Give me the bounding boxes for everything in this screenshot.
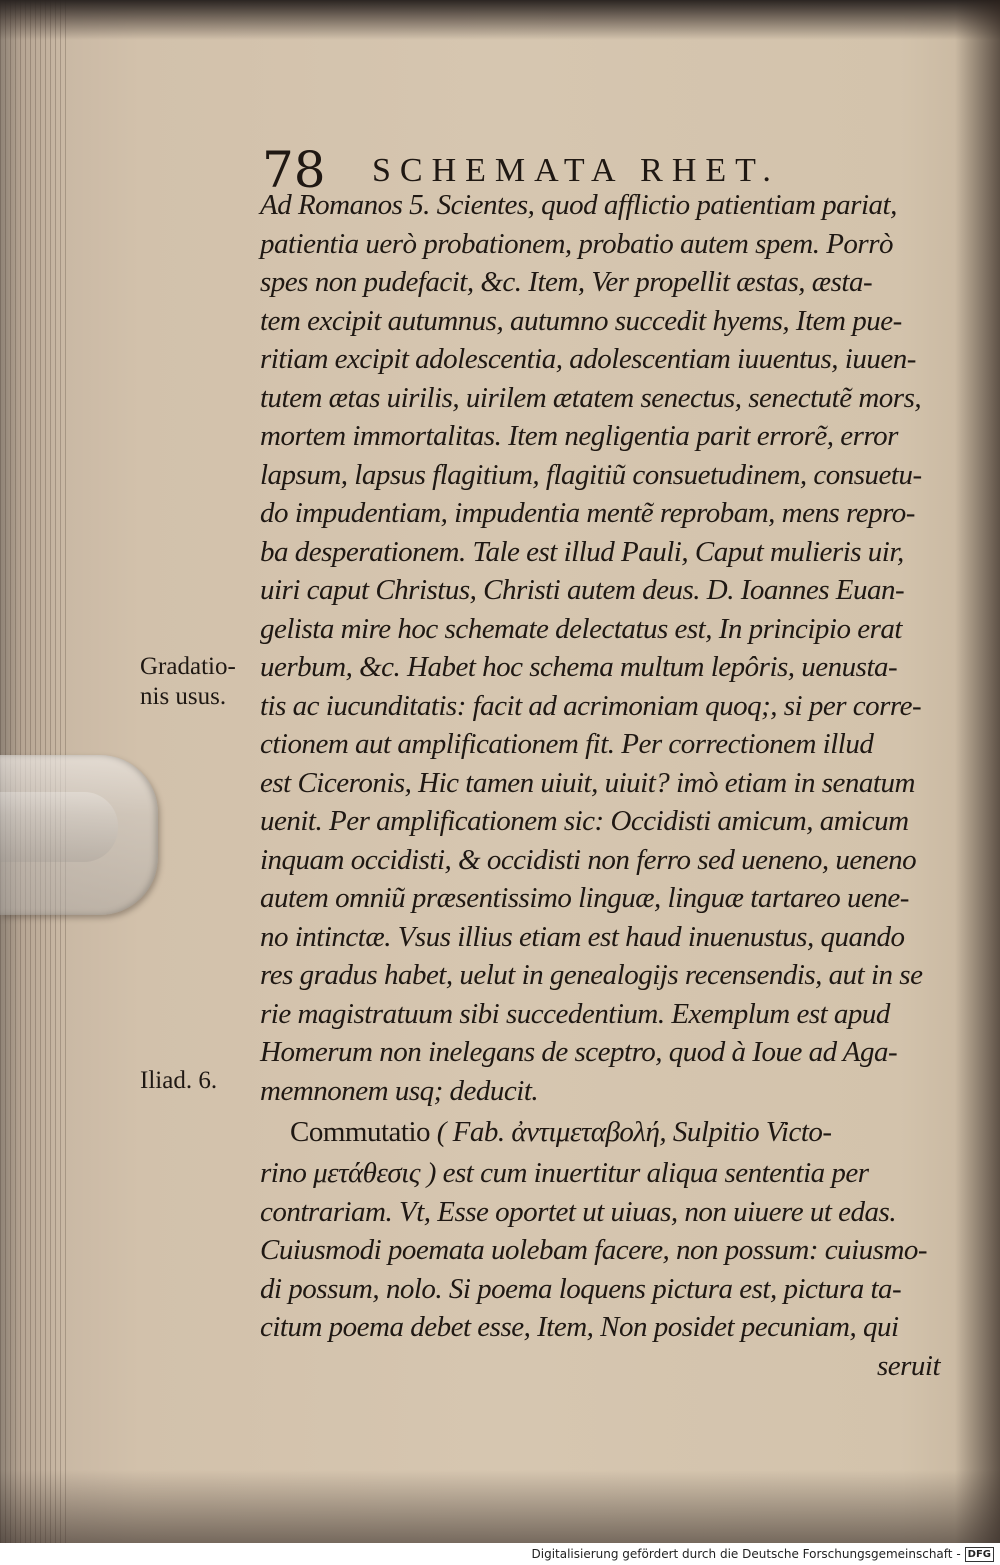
text-line: res gradus habet, uelut in genealogijs recensendis, aut in se [260, 959, 923, 991]
margin-note-gradationis [140, 652, 236, 712]
credit-text: Digitalisierung gefördert durch die Deutsche Forschungsgemeinschaft - [531, 1547, 961, 1561]
commutatio-first-line-rest: ( Fab. ἀντιμεταβολή, Sulpitio Victo- [430, 1116, 832, 1148]
commutatio-term: Commutatio [290, 1116, 430, 1148]
margin-note-line: Gradatio- [140, 653, 236, 680]
text-line: rie magistratuum sibi succedentium. Exemplum est apud [260, 997, 890, 1030]
commutatio-first-line [260, 1110, 940, 1154]
text-line: ritiam excipit adolescentia, adolescentiam iuuentus, iuuen- [260, 343, 916, 375]
text-line: tem excipit autumnus, autumno succedit hyems, Item pue- [260, 304, 902, 337]
text-line: mortem immortalitas. Item negligentia parit errorẽ, error [260, 420, 898, 452]
text-line: Homerum non inelegans de sceptro, quod à Ioue ad Aga- [260, 1036, 898, 1068]
text-line: uerbum, &c. Habet hoc schema multum lepôris, uenusta- [260, 651, 898, 683]
text-line: di possum, nolo. Si poema loquens pictura est, pictura ta- [260, 1272, 902, 1305]
text-line: patientia uerò probationem, probatio autem spem. Porrò [260, 227, 893, 260]
top-shadow [0, 0, 1000, 40]
text-line: Ad Romanos 5. Scientes, quod afflictio patientiam pariat, [260, 189, 897, 221]
text-line: tis ac iucunditatis: facit ad acrimoniam quoq;, si per corre- [260, 689, 922, 722]
text-line: rino μετάθεσις ) est cum inuertitur aliqua sententia per [260, 1157, 869, 1189]
text-line: lapsum, lapsus flagitium, flagitiũ consuetudinem, consuetu- [260, 458, 922, 491]
text-line: uenit. Per amplificationem sic: Occidisti amicum, amicum [260, 805, 909, 837]
page-number: 78 [262, 141, 326, 199]
text-line: contrariam. Vt, Esse oportet ut uiuas, non uiuere ut edas. [260, 1195, 897, 1228]
margin-note-line: nis usus. [140, 683, 227, 710]
running-title: SCHEMATA RHET. [372, 152, 780, 189]
body-text [260, 186, 940, 1385]
footer-bar [0, 1543, 1000, 1565]
text-line: uiri caput Christus, Christi autem deus. D. Ioannes Euan- [260, 574, 905, 606]
margin-note-iliad: Iliad. 6. [140, 1067, 218, 1094]
text-line: tutem ætas uirilis, uirilem ætatem senectus, senectutẽ mors, [260, 381, 922, 414]
text-line: inquam occidisti, & occidisti non ferro sed ueneno, ueneno [260, 843, 917, 876]
text-line: spes non pudefacit, &c. Item, Ver propellit æstas, æsta- [260, 266, 873, 298]
text-line: gelista mire hoc schemate delectatus est, In principio erat [260, 612, 902, 645]
gutter-shadow [955, 0, 1000, 1543]
bottom-shadow [0, 1470, 1000, 1543]
text-line: memnonem usq; deducit. [260, 1074, 539, 1107]
digitization-credit [532, 1545, 995, 1563]
text-line: do impudentiam, impudentia mentẽ reprobam, mens repro- [260, 497, 915, 529]
dfg-logo: DFG [965, 1547, 994, 1562]
text-line: ctionem aut amplificationem fit. Per correctionem illud [260, 728, 874, 760]
text-line: ba desperationem. Tale est illud Pauli, Caput mulieris uir, [260, 535, 904, 568]
text-line: citum poema debet esse, Item, Non posidet pecuniam, qui [260, 1311, 899, 1343]
page-clip-highlight [0, 792, 118, 862]
text-line: est Ciceronis, Hic tamen uiuit, uiuit? imò etiam in senatum [260, 766, 915, 799]
catchword: seruit [876, 1349, 940, 1382]
text-line: Cuiusmodi poemata uolebam facere, non possum: cuiusmo- [260, 1234, 928, 1266]
text-line: no intinctæ. Vsus illius etiam est haud inuenustus, quando [260, 920, 905, 953]
text-line: autem omniũ præsentissimo linguæ, linguæ tartareo uene- [260, 882, 909, 914]
